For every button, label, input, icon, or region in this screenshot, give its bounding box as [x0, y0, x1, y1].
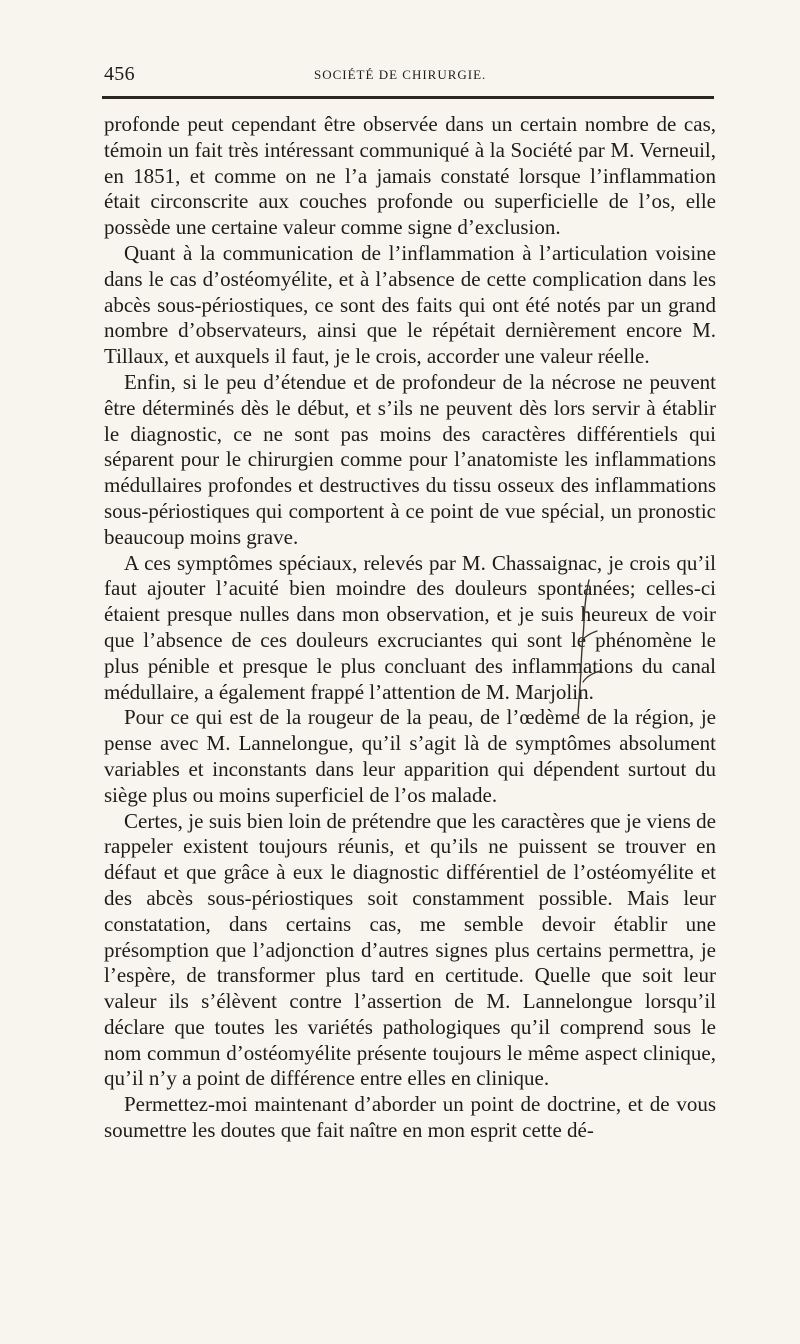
paragraph-5: Pour ce qui est de la rougeur de la peau, de l’œdème de la région, je pense avec M. Lannelongue, qu’il s’agit là de symptômes absolument variables et inconstants dans leur apparition qui dépendent surtout du siège plus ou moins superficiel de l’os malade. [104, 705, 716, 807]
body-text [104, 112, 716, 1232]
header-rule [102, 96, 714, 99]
paragraph-1: profonde peut cependant être observée dans un certain nombre de cas, témoin un fait très intéressant communiqué à la Société par M. Verneuil, en 1851, et comme on ne l’a jamais constaté lorsque l’inflammation était circonscrite aux couches profonde ou superficielle de l’os, elle possède une certaine valeur comme signe d’exclusion. [104, 112, 716, 240]
running-head: SOCIÉTÉ DE CHIRURGIE. [314, 67, 487, 82]
page-header [104, 63, 714, 93]
paragraph-7: Permettez-moi maintenant d’aborder un point de doctrine, et de vous soumettre les doutes que fait naître en mon esprit cette dé- [104, 1092, 716, 1143]
paragraph-6: Certes, je suis bien loin de prétendre que les caractères que je viens de rappeler existent toujours réunis, et qu’ils ne puissent se trouver en défaut et que grâce à eux le diagnostic différentiel de l’ostéomyélite et des abcès sous-périostiques soit constamment possible. Mais leur constatation, dans certains cas, me semble devoir établir une présomption que l’adjonction d’autres signes plus certains permettra, je l’espère, de transformer plus tard en certitude. Quelle que soit leur valeur ils s’élèvent contre l’assertion de M. Lannelongue lorsqu’il déclare que toutes les variétés pathologiques qu’il comprend sous le nom commun d’ostéomyélite présente toujours le même aspect clinique, qu’il n’y a point de différence entre elles en clinique. [104, 808, 716, 1091]
paragraph-4: A ces symptômes spéciaux, relevés par M. Chassaignac, je crois qu’il faut ajouter l’acuité bien moindre des douleurs spontanées; celles-ci étaient presque nulles dans mon observation, et je suis heureux de voir que l’absence de ces douleurs excruciantes qui sont le phénomène le plus pénible et presque le plus concluant des inflammations du canal médullaire, a également frappé l’attention de M. Marjolin. [104, 550, 716, 704]
page-number: 456 [104, 63, 135, 85]
paragraph-3: Enfin, si le peu d’étendue et de profondeur de la nécrose ne peuvent être déterminés dès le début, et s’ils ne peuvent dès lors servir à établir le diagnostic, ce ne sont pas moins des caractères différentiels qui séparent pour le chirurgien comme pour l’anatomiste les inflammations médullaires profondes et destructives du tissu osseux des inflammations sous-périostiques qui comportent à ce point de vue spécial, un pronostic beaucoup moins grave. [104, 369, 716, 549]
paragraph-2: Quant à la communication de l’inflammation à l’articulation voisine dans le cas d’ostéomyélite, et à l’absence de cette complication dans les abcès sous-périostiques, ce sont des faits qui ont été notés par un grand nombre d’observateurs, ainsi que le répétait dernièrement encore M. Tillaux, et auxquels il faut, je le crois, accorder une valeur réelle. [104, 240, 716, 369]
